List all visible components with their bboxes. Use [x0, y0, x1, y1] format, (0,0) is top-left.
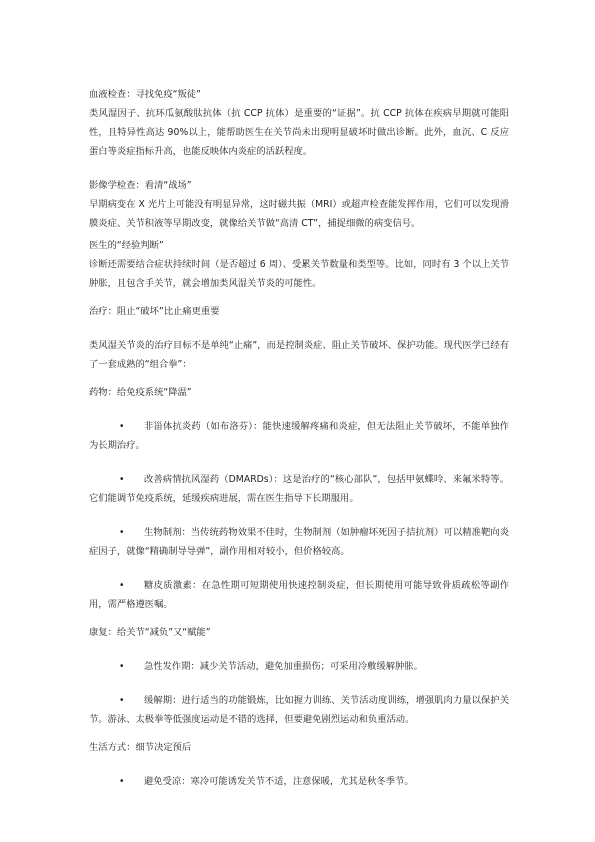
judgment-heading: 医生的“经验判断” — [89, 240, 164, 251]
imaging-paragraph: 早期病变在 X 光片上可能没有明显异常，这时磁共振（MRI）或超声检查能发挥作用，它们可以发现滑膜炎症、关节积液等早期改变，就像给关节做“高清 CT”，捕捉细微的病变信号。 — [89, 199, 509, 229]
list-item — [89, 470, 509, 508]
bullet-icon: • — [119, 776, 125, 787]
bullet-icon: • — [119, 527, 125, 538]
judgment-paragraph: 诊断还需要结合症状持续时间（是否超过 6 周）、受累关节数量和类型等。比如，同时有 3 个以上关节肿胀，且包含手关节，就会增加类风湿关节炎的可能性。 — [89, 259, 509, 289]
rehab-item-acute: 急性发作期：减少关节活动，避免加重损伤；可采用冷敷缓解肿胀。 — [144, 661, 423, 672]
drug-item-biologics: 生物制剂：当传统药物效果不佳时，生物制剂（如肿瘤坏死因子拮抗剂）可以精准靶向炎症因子，就像“精确制导导弹”，副作用相对较小，但价格较高。 — [89, 527, 509, 557]
list-item — [89, 657, 509, 676]
lifestyle-item-cold: 避免受凉：寒冷可能诱发关节不适，注意保暖，尤其是秋冬季节。 — [144, 776, 414, 787]
rehab-heading: 康复：给关节“减负”又“赋能” — [89, 627, 211, 638]
bullet-icon: • — [119, 421, 125, 432]
treatment-paragraph: 类风湿关节炎的治疗目标不是单纯“止痛”，而是控制炎症、阻止关节破坏、保护功能。现代医学已经有了一套成熟的“组合拳”： — [89, 340, 509, 370]
drug-item-dmards: 改善病情抗风湿药（DMARDs）：这是治疗的“核心部队”，包括甲氨蝶呤、来氟米特等。它们能调节免疫系统，延缓疾病进展，需在医生指导下长期服用。 — [89, 474, 509, 504]
drug-item-nsaid: 非甾体抗炎药（如布洛芬）：能快速缓解疼痛和炎症，但无法阻止关节破坏，不能单独作为长期治疗。 — [89, 421, 509, 451]
list-item — [89, 523, 509, 561]
lifestyle-heading: 生活方式：细节决定预后 — [89, 742, 192, 753]
document-page — [89, 85, 509, 791]
treatment-heading: 治疗：阻止“破坏”比止痛更重要 — [89, 306, 220, 317]
bullet-icon: • — [119, 695, 125, 706]
blood-test-paragraph: 类风湿因子、抗环瓜氨酸肽抗体（抗 CCP 抗体）是重要的“证据”。抗 CCP 抗体在疾病早期就可能阳性，且特异性高达 90%以上，能帮助医生在关节尚未出现明显破坏时做出诊断。此外，血沉、C 反应蛋白等炎症指标升高，也能反映体内炎症的活跃程度。 — [89, 108, 509, 157]
imaging-heading: 影像学检查：看清“战场” — [89, 180, 192, 191]
drug-item-steroids: 糖皮质激素：在急性期可短期使用快速控制炎症，但长期使用可能导致骨质疏松等副作用，需严格遵医嘱。 — [89, 580, 509, 610]
bullet-icon: • — [119, 474, 125, 485]
list-item — [89, 576, 509, 614]
list-item — [89, 417, 509, 455]
list-item — [89, 772, 509, 791]
drug-heading: 药物：给免疫系统“降温” — [89, 387, 192, 398]
rehab-item-remission: 缓解期：进行适当的功能锻炼，比如握力训练、关节活动度训练，增强肌肉力量以保护关节。游泳、太极拳等低强度运动是不错的选择，但要避免剧烈运动和负重活动。 — [89, 695, 509, 725]
bullet-icon: • — [119, 661, 125, 672]
blood-test-heading: 血液检查：寻找免疫“叛徒” — [89, 89, 201, 100]
bullet-icon: • — [119, 580, 125, 591]
list-item — [89, 691, 509, 729]
